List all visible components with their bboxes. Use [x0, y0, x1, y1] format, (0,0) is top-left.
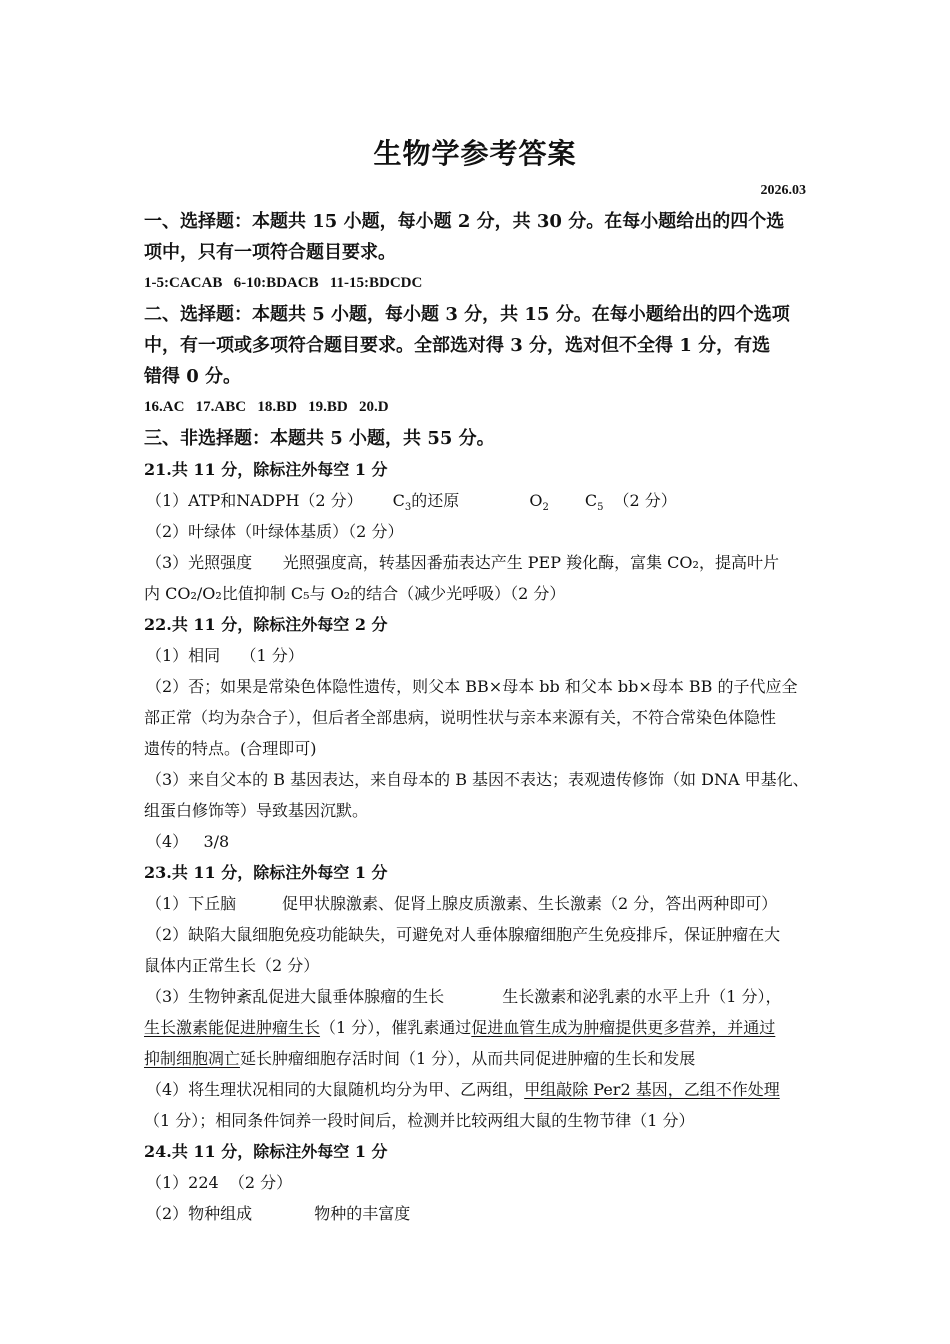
- q23-part1: （1）下丘脑 促甲状腺激素、促肾上腺皮质激素、生长激素（2 分，答出两种即可）: [146, 894, 778, 913]
- section2-instructions-line3: 错得 0 分。: [144, 366, 242, 387]
- q23-part3-underline-2: 促进血管生成为肿瘤提供更多营养，并通过: [471, 1018, 776, 1037]
- q21-part1-reduction: 的还原: [411, 491, 460, 510]
- q22-part2-line1: （2）否；如果是常染色体隐性遗传，则父本 BB×母本 bb 和父本 bb×母本 BB 的子代应全: [146, 677, 798, 696]
- q21-heading: 21.共 11 分，除标注外每空 1 分: [144, 460, 388, 479]
- section2-instructions-line1: 二、选择题：本题共 5 小题，每小题 3 分，共 15 分。在每小题给出的四个选项: [144, 304, 790, 325]
- section1-answers: 1-5:CACAB 6-10:BDACB 11-15:BDCDC: [144, 275, 423, 291]
- q23-part3-line2-mid: （1 分），催乳素通过: [320, 1018, 472, 1037]
- q23-part3-line3-rest: 延长肿瘤细胞存活时间（1 分），从而共同促进肿瘤的生长和发展: [240, 1049, 696, 1068]
- q22-part2-line2: 部正常（均为杂合子），但后者全部患病，说明性状与亲本来源有关，不符合常染色体隐性: [144, 708, 777, 727]
- section-choice-single: [144, 206, 808, 299]
- q23-part4-underline: 甲组敲除 Per2 基因，乙组不作处理: [524, 1080, 780, 1099]
- q22-part3-line2: 组蛋白修饰等）导致基因沉默。: [144, 801, 369, 820]
- q23-part3-line2: [144, 1012, 808, 1043]
- q23-part4-line1: [144, 1074, 808, 1105]
- q23-part2-line2: 鼠体内正常生长（2 分）: [144, 956, 320, 975]
- q21-part1-o2: O: [529, 491, 543, 510]
- section2-answers: 16.AC 17.ABC 18.BD 19.BD 20.D: [144, 399, 389, 415]
- q24-part2-species-composition: （2）物种组成: [146, 1204, 253, 1223]
- q21-part1-c3-sub: 3: [404, 502, 412, 514]
- q23-part3-line1: [144, 981, 808, 1012]
- answer-content: [144, 206, 808, 1229]
- q21-part1: [144, 485, 808, 516]
- q24-heading: 24.共 11 分，除标注外每空 1 分: [144, 1142, 388, 1161]
- q21-part1-score: （2 分）: [613, 491, 677, 510]
- q21-part1-answer-a: （1）ATP和NADPH（2 分）: [146, 491, 363, 510]
- q23-part3-line3: [144, 1043, 808, 1074]
- question-24: [144, 1136, 808, 1229]
- q22-part1: （1）相同 （1 分）: [146, 646, 304, 665]
- q21-part3-line1: （3）光照强度 光照强度高，转基因番茄表达产生 PEP 羧化酶，富集 CO₂，提高叶片: [146, 553, 779, 572]
- q22-heading: 22.共 11 分，除标注外每空 2 分: [144, 615, 388, 634]
- q21-part1-c5-sub: 5: [597, 502, 604, 514]
- q24-part2-species-richness: 物种的丰富度: [314, 1204, 411, 1223]
- section2-instructions-line2: 中，有一项或多项符合题目要求。全部选对得 3 分，选对但不全得 1 分，有选: [144, 335, 771, 356]
- section1-instructions-line2: 项中，只有一项符合题目要求。: [144, 242, 396, 263]
- q21-part1-c5: C: [584, 491, 598, 510]
- q23-part3-conclusion: （3）生物钟紊乱促进大鼠垂体腺瘤的生长: [146, 987, 445, 1006]
- q21-part1-c3: C: [392, 491, 405, 510]
- q24-part1: （1）224 （2 分）: [146, 1173, 293, 1192]
- q21-part1-o2-sub: 2: [542, 502, 549, 514]
- q23-part2-line1: （2）缺陷大鼠细胞免疫功能缺失，可避免对人垂体腺瘤细胞产生免疫排斥，保证肿瘤在大: [146, 925, 781, 944]
- q21-part2: （2）叶绿体（叶绿体基质）（2 分）: [146, 522, 404, 541]
- question-23: [144, 857, 808, 1136]
- section1-instructions-line1: 一、选择题：本题共 15 小题，每小题 2 分，共 30 分。在每小题给出的四个选: [144, 211, 785, 232]
- q23-heading: 23.共 11 分，除标注外每空 1 分: [144, 863, 388, 882]
- q23-part4-line2: （1 分）；相同条件饲养一段时间后，检测并比较两组大鼠的生物节律（1 分）: [144, 1111, 695, 1130]
- q22-part2-line3: 遗传的特点。(合理即可): [144, 739, 317, 758]
- document-date: 2026.03: [760, 183, 806, 198]
- question-21: [144, 454, 808, 609]
- page-title: 生物学参考答案: [373, 137, 577, 170]
- q22-part3-line1: （3）来自父本的 B 基因表达，来自母本的 B 基因不表达；表观遗传修饰（如 DNA 甲基化、: [146, 770, 809, 789]
- section-choice-multiple: [144, 299, 808, 423]
- question-22: [144, 609, 808, 857]
- q23-part3-underline-1: 生长激素能促进肿瘤生长: [144, 1018, 321, 1037]
- q23-part3-hormone-levels: 生长激素和泌乳素的水平上升（1 分），: [502, 987, 782, 1006]
- section3-heading: 三、非选择题：本题共 5 小题，共 55 分。: [144, 428, 495, 449]
- q24-part2: [144, 1198, 808, 1229]
- q22-part4: （4） 3/8: [146, 832, 230, 851]
- q23-part4-grouping: （4）将生理状况相同的大鼠随机均分为甲、乙两组，: [146, 1080, 525, 1099]
- q23-part3-underline-3: 抑制细胞凋亡: [144, 1049, 241, 1068]
- q21-part3-line2: 内 CO₂/O₂比值抑制 C₅与 O₂的结合（减少光呼吸）（2 分）: [144, 584, 566, 603]
